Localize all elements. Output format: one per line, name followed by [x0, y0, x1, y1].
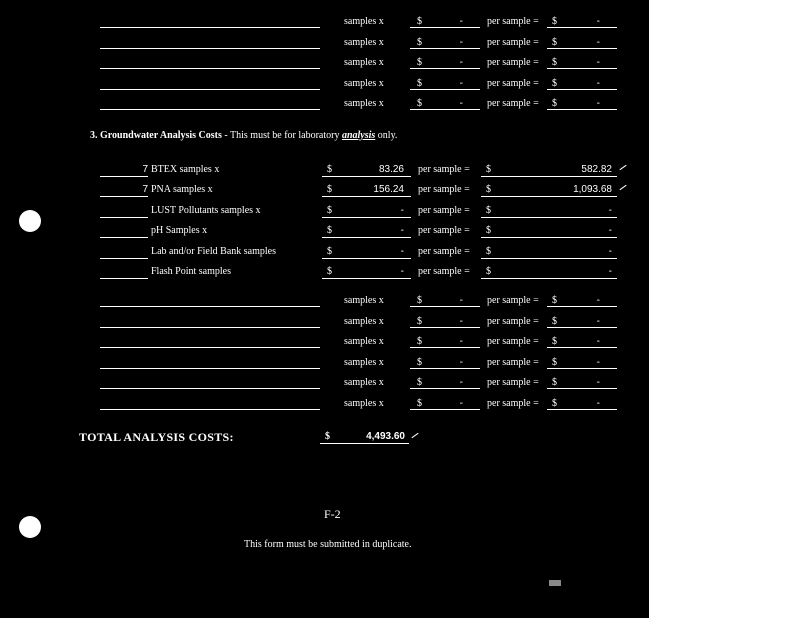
row-total: -	[596, 315, 600, 327]
currency-sign: $	[552, 336, 557, 347]
row-total-underline	[547, 27, 617, 28]
row-total-underline	[481, 217, 617, 218]
description-blank	[100, 27, 320, 28]
currency-sign: $	[552, 315, 557, 327]
row-total-underline	[547, 48, 617, 49]
currency-sign: $	[327, 204, 332, 216]
per-sample-label: per sample =	[487, 315, 539, 327]
row-total: -	[596, 77, 600, 89]
currency-sign: $	[486, 204, 491, 216]
currency-sign: $	[417, 57, 422, 68]
punch-hole-icon	[19, 210, 41, 232]
per-sample-label: per sample =	[487, 36, 539, 48]
per-sample-label: per sample =	[487, 98, 539, 109]
page-number: F-2	[324, 507, 341, 521]
currency-sign: $	[552, 356, 557, 368]
row-total: 582.82	[581, 164, 612, 175]
description-blank	[100, 48, 320, 49]
quantity-blank	[100, 217, 148, 218]
total-value: 4,493.60	[366, 431, 405, 442]
unit-cost-underline	[322, 278, 411, 279]
samples-x-label: samples x	[344, 336, 384, 347]
quantity-blank	[100, 196, 148, 197]
per-sample-label: per sample =	[418, 266, 470, 277]
currency-sign: $	[417, 315, 422, 327]
row-total-underline	[547, 347, 617, 348]
analysis-label: Lab and/or Field Bank samples	[151, 245, 276, 257]
row-total: 1,093.68	[573, 184, 612, 196]
currency-sign: $	[417, 77, 422, 89]
samples-x-label: samples x	[344, 356, 384, 368]
per-sample-label: per sample =	[487, 397, 539, 409]
row-total: -	[608, 245, 612, 257]
per-sample-label: per sample =	[418, 184, 470, 196]
row-total-underline	[547, 306, 617, 307]
row-total-underline	[547, 327, 617, 328]
per-sample-label: per sample =	[418, 245, 470, 257]
unit-cost: -	[400, 204, 404, 216]
currency-sign: $	[417, 356, 422, 368]
row-total-underline	[547, 109, 617, 110]
currency-sign: $	[417, 336, 422, 347]
unit-cost: -	[459, 57, 463, 68]
description-blank	[100, 306, 320, 307]
row-total: -	[608, 266, 612, 277]
unit-cost: -	[459, 356, 463, 368]
quantity-blank	[100, 278, 148, 279]
currency-sign: $	[486, 225, 491, 237]
description-blank	[100, 388, 320, 389]
description-blank	[100, 89, 320, 90]
currency-sign: $	[327, 164, 332, 175]
currency-sign: $	[552, 377, 557, 388]
unit-cost-underline	[322, 196, 411, 197]
unit-cost: -	[459, 397, 463, 409]
currency-sign: $	[552, 36, 557, 48]
checkmark-icon	[619, 185, 626, 190]
currency-sign: $	[486, 164, 491, 175]
samples-x-label: samples x	[344, 295, 384, 306]
per-sample-label: per sample =	[487, 16, 539, 27]
currency-sign: $	[486, 184, 491, 196]
currency-sign: $	[417, 36, 422, 48]
unit-cost: -	[459, 77, 463, 89]
currency-sign: $	[552, 77, 557, 89]
unit-cost-underline	[410, 109, 480, 110]
unit-cost: -	[400, 225, 404, 237]
samples-x-label: samples x	[344, 98, 384, 109]
quantity-value: 7	[142, 164, 148, 175]
row-total-underline	[547, 368, 617, 369]
unit-cost: -	[459, 377, 463, 388]
unit-cost: -	[459, 36, 463, 48]
unit-cost: 156.24	[373, 184, 404, 196]
total-underline	[320, 443, 409, 444]
unit-cost-underline	[322, 217, 411, 218]
unit-cost-underline	[322, 176, 411, 177]
per-sample-label: per sample =	[487, 295, 539, 306]
description-blank	[100, 409, 320, 410]
samples-x-label: samples x	[344, 16, 384, 27]
currency-sign: $	[486, 245, 491, 257]
unit-cost-underline	[410, 327, 480, 328]
row-total-underline	[481, 237, 617, 238]
currency-sign: $	[552, 397, 557, 409]
per-sample-label: per sample =	[418, 225, 470, 237]
currency-sign: $	[327, 225, 332, 237]
currency-sign: $	[486, 266, 491, 277]
description-blank	[100, 68, 320, 69]
description-blank	[100, 327, 320, 328]
unit-cost-underline	[410, 409, 480, 410]
row-total: -	[596, 57, 600, 68]
unit-cost: -	[459, 295, 463, 306]
analysis-label: LUST Pollutants samples x	[151, 204, 261, 216]
analysis-label: PNA samples x	[151, 184, 213, 196]
row-total: -	[608, 225, 612, 237]
currency-sign: $	[417, 16, 422, 27]
unit-cost-underline	[410, 306, 480, 307]
currency-sign: $	[417, 397, 422, 409]
unit-cost: -	[459, 16, 463, 27]
row-total-underline	[547, 68, 617, 69]
samples-x-label: samples x	[344, 36, 384, 48]
currency-sign: $	[552, 57, 557, 68]
unit-cost: -	[400, 245, 404, 257]
row-total-underline	[481, 278, 617, 279]
unit-cost: -	[459, 315, 463, 327]
quantity-blank	[100, 237, 148, 238]
row-total-underline	[481, 258, 617, 259]
samples-x-label: samples x	[344, 57, 384, 68]
per-sample-label: per sample =	[487, 57, 539, 68]
row-total: -	[596, 98, 600, 109]
analysis-label: BTEX samples x	[151, 164, 220, 175]
row-total: -	[596, 36, 600, 48]
currency-sign: $	[552, 98, 557, 109]
unit-cost-underline	[410, 68, 480, 69]
unit-cost-underline	[410, 347, 480, 348]
description-blank	[100, 368, 320, 369]
unit-cost-underline	[322, 258, 411, 259]
row-total-underline	[481, 196, 617, 197]
samples-x-label: samples x	[344, 377, 384, 388]
samples-x-label: samples x	[344, 315, 384, 327]
quantity-blank	[100, 176, 148, 177]
per-sample-label: per sample =	[487, 336, 539, 347]
currency-sign: $	[552, 295, 557, 306]
samples-x-label: samples x	[344, 77, 384, 89]
currency-sign: $	[327, 245, 332, 257]
quantity-value: 7	[142, 184, 148, 196]
row-total-underline	[481, 176, 617, 177]
row-total: -	[596, 377, 600, 388]
punch-hole-icon	[19, 516, 41, 538]
row-total: -	[608, 204, 612, 216]
currency-sign: $	[327, 184, 332, 196]
quantity-blank	[100, 258, 148, 259]
unit-cost: 83.26	[378, 164, 404, 175]
row-total: -	[596, 356, 600, 368]
unit-cost: -	[400, 266, 404, 277]
unit-cost: -	[459, 336, 463, 347]
currency-sign: $	[417, 295, 422, 306]
per-sample-label: per sample =	[418, 204, 470, 216]
unit-cost-underline	[410, 48, 480, 49]
row-total-underline	[547, 409, 617, 410]
checkmark-icon	[619, 165, 626, 170]
per-sample-label: per sample =	[418, 164, 470, 175]
per-sample-label: per sample =	[487, 77, 539, 89]
row-total: -	[596, 336, 600, 347]
row-total-underline	[547, 89, 617, 90]
section-3-heading: 3. Groundwater Analysis Costs - This must be for laboratory analysis only.	[90, 130, 398, 141]
unit-cost-underline	[410, 27, 480, 28]
analysis-label: pH Samples x	[151, 225, 208, 237]
samples-x-label: samples x	[344, 397, 384, 409]
unit-cost: -	[459, 98, 463, 109]
row-total: -	[596, 16, 600, 27]
unit-cost-underline	[322, 237, 411, 238]
stamp-mark	[549, 580, 561, 586]
row-total: -	[596, 397, 600, 409]
per-sample-label: per sample =	[487, 377, 539, 388]
currency-sign: $	[417, 377, 422, 388]
unit-cost-underline	[410, 388, 480, 389]
unit-cost-underline	[410, 89, 480, 90]
total-label: TOTAL ANALYSIS COSTS:	[79, 430, 234, 444]
footer-note: This form must be submitted in duplicate.	[244, 539, 412, 550]
unit-cost-underline	[410, 368, 480, 369]
row-total-underline	[547, 388, 617, 389]
analysis-label: Flash Point samples	[151, 266, 232, 277]
currency-sign: $	[417, 98, 422, 109]
row-total: -	[596, 295, 600, 306]
description-blank	[100, 347, 320, 348]
currency-sign: $	[327, 266, 332, 277]
currency-sign: $	[552, 16, 557, 27]
checkmark-icon	[411, 433, 418, 438]
description-blank	[100, 109, 320, 110]
per-sample-label: per sample =	[487, 356, 539, 368]
total-currency: $	[325, 431, 330, 442]
